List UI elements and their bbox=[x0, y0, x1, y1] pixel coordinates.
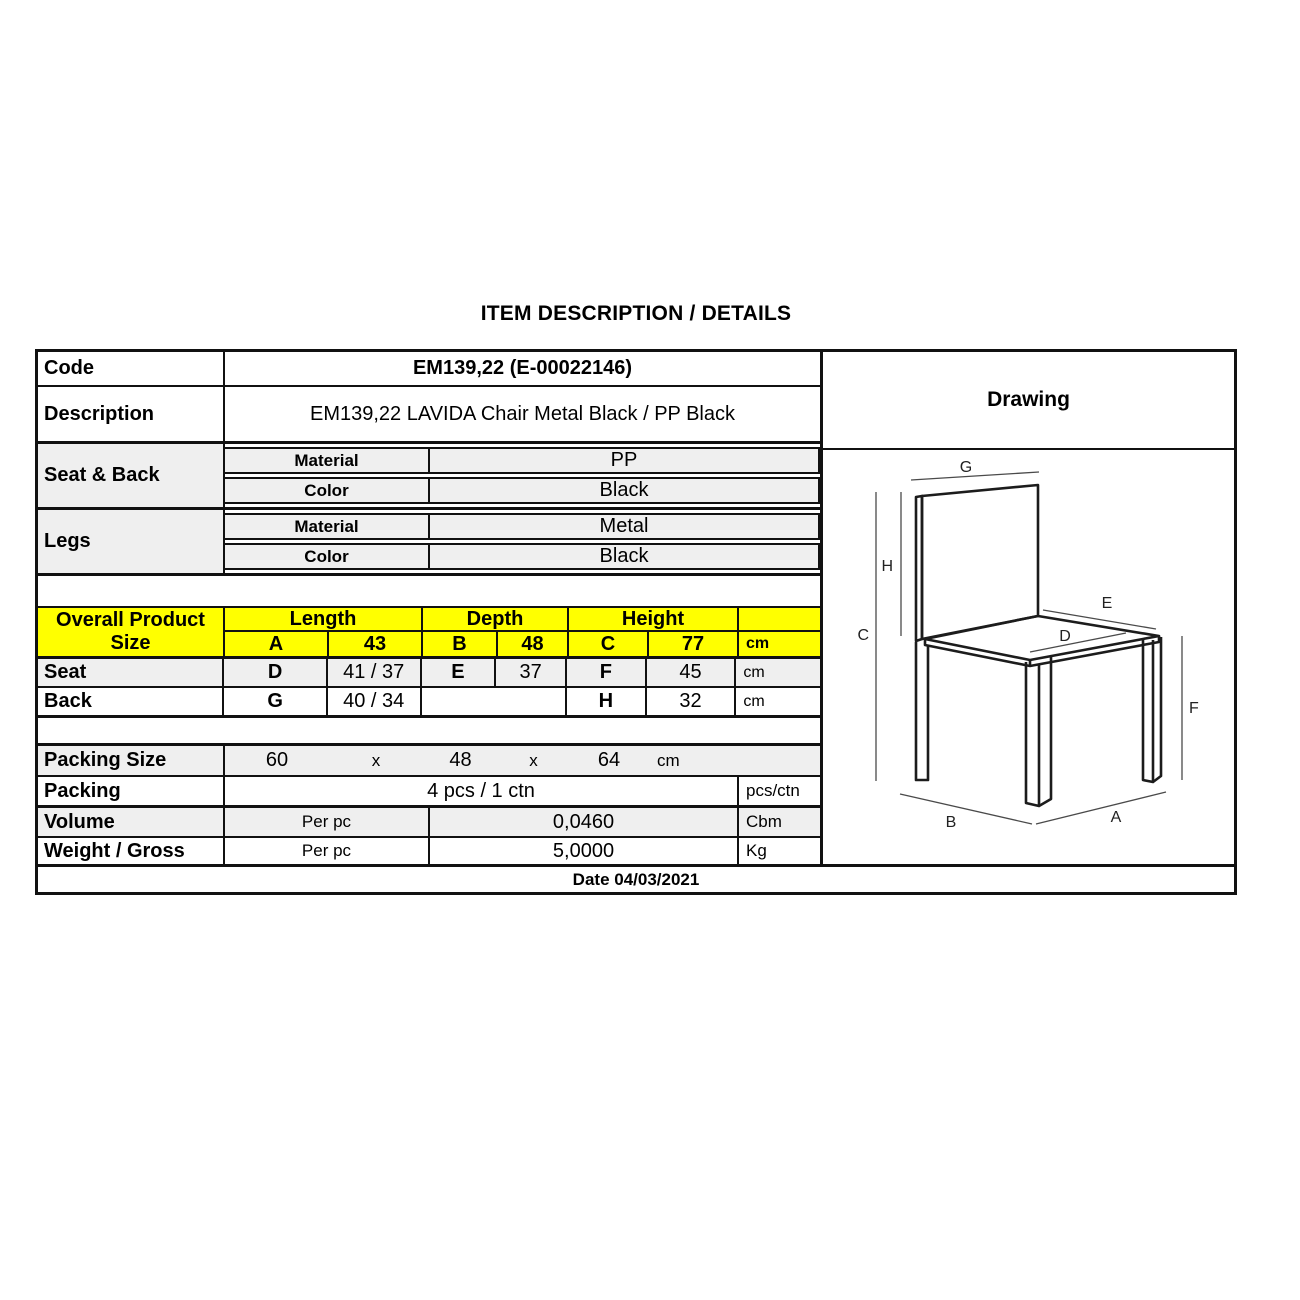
material-value: Metal bbox=[599, 515, 649, 537]
weight-unit: Kg bbox=[746, 841, 767, 860]
times-separator: x bbox=[371, 750, 381, 770]
legs-material-row bbox=[225, 513, 820, 540]
times-separator: x bbox=[529, 750, 538, 770]
size-header-row2 bbox=[225, 632, 820, 656]
weight-label: Weight / Gross bbox=[38, 838, 225, 864]
seat-back-color-row bbox=[225, 477, 820, 504]
unit-header-empty bbox=[739, 608, 820, 630]
overall-product-line2: Size bbox=[110, 632, 151, 654]
dim-d-letter: D bbox=[224, 659, 328, 686]
packing-size-label: Packing Size bbox=[38, 746, 225, 775]
back-row-label: Back bbox=[38, 688, 224, 715]
drawing-panel bbox=[823, 352, 1234, 864]
dim-c-value: 77 bbox=[649, 632, 739, 656]
seat-back-label: Seat & Back bbox=[38, 444, 225, 507]
dim-d-value: 41 / 37 bbox=[328, 659, 422, 686]
dim-label-e: E bbox=[1101, 595, 1113, 612]
dim-label-d: D bbox=[1059, 628, 1071, 645]
dim-a-value: 43 bbox=[329, 632, 423, 656]
seat-unit: cm bbox=[743, 663, 765, 681]
dim-a-letter: A bbox=[225, 632, 329, 656]
legs-label: Legs bbox=[38, 510, 225, 573]
dim-h-letter: H bbox=[567, 688, 647, 715]
depth-header: Depth bbox=[423, 608, 569, 630]
packing-label: Packing bbox=[38, 777, 225, 805]
packing-size-w: 60 bbox=[265, 749, 289, 771]
back-size-row bbox=[38, 688, 820, 718]
dim-label-a: A bbox=[1110, 809, 1122, 826]
volume-value: 0,0460 bbox=[430, 808, 739, 836]
dim-label-b: B bbox=[945, 814, 957, 831]
color-value: Black bbox=[599, 479, 649, 501]
dim-label-g: G bbox=[959, 459, 973, 476]
page-title: ITEM DESCRIPTION / DETAILS bbox=[480, 302, 792, 325]
dim-f-value: 45 bbox=[647, 659, 737, 686]
dim-label-c: C bbox=[857, 627, 869, 644]
packing-size-h: 64 bbox=[597, 749, 621, 771]
weight-per-pc: Per pc bbox=[225, 838, 430, 864]
material-label: Material bbox=[225, 515, 430, 538]
overall-product-line1: Overall Product bbox=[56, 609, 205, 631]
volume-per-pc: Per pc bbox=[225, 808, 430, 836]
size-header-row1 bbox=[225, 608, 820, 632]
packing-size-row bbox=[38, 746, 820, 777]
code-row bbox=[38, 352, 820, 387]
chair-drawing bbox=[823, 450, 1234, 864]
dim-label-h: H bbox=[881, 558, 893, 575]
drawing-title: Drawing bbox=[823, 352, 1234, 450]
dim-e-value: 37 bbox=[496, 659, 567, 686]
back-unit: cm bbox=[743, 692, 765, 710]
date-text: Date 04/03/2021 bbox=[572, 869, 700, 889]
volume-label: Volume bbox=[38, 808, 225, 836]
dim-h-value: 32 bbox=[647, 688, 737, 715]
color-value: Black bbox=[599, 545, 649, 567]
seat-row-label: Seat bbox=[38, 659, 224, 686]
volume-unit: Cbm bbox=[746, 812, 782, 831]
dim-e-letter: E bbox=[422, 659, 497, 686]
dim-f-letter: F bbox=[567, 659, 647, 686]
seat-size-row bbox=[38, 659, 820, 688]
dim-g-value: 40 / 34 bbox=[328, 688, 422, 715]
packing-size-values bbox=[225, 746, 820, 775]
weight-value: 5,0000 bbox=[430, 838, 739, 864]
description-row bbox=[38, 387, 820, 444]
weight-row bbox=[38, 838, 820, 864]
spec-table bbox=[35, 349, 1237, 895]
overall-product-size-label bbox=[38, 608, 225, 656]
color-label: Color bbox=[225, 545, 430, 568]
color-label: Color bbox=[225, 479, 430, 502]
packing-row bbox=[38, 777, 820, 808]
dim-b-value: 48 bbox=[498, 632, 569, 656]
packing-size-unit: cm bbox=[657, 750, 680, 770]
dim-label-f: F bbox=[1189, 700, 1199, 717]
packing-value: 4 pcs / 1 ctn bbox=[225, 777, 739, 805]
legs-section bbox=[38, 510, 820, 576]
spacer bbox=[38, 718, 820, 746]
material-value: PP bbox=[610, 449, 638, 471]
seat-back-material-row bbox=[225, 447, 820, 474]
dim-g-letter: G bbox=[224, 688, 328, 715]
height-header: Height bbox=[569, 608, 739, 630]
material-label: Material bbox=[225, 449, 430, 472]
size-header bbox=[38, 606, 820, 659]
details-table bbox=[38, 352, 823, 864]
back-row-empty bbox=[422, 688, 567, 715]
overall-unit: cm bbox=[739, 632, 820, 656]
legs-color-row bbox=[225, 543, 820, 570]
packing-size-d: 48 bbox=[449, 749, 472, 771]
dim-b-letter: B bbox=[423, 632, 498, 656]
spacer bbox=[38, 576, 820, 606]
description-label: Description bbox=[38, 387, 225, 441]
date-row bbox=[38, 864, 1234, 892]
code-value: EM139,22 (E-00022146) bbox=[412, 357, 633, 379]
volume-row bbox=[38, 808, 820, 838]
code-label: Code bbox=[38, 352, 225, 385]
length-header: Length bbox=[225, 608, 423, 630]
description-value: EM139,22 LAVIDA Chair Metal Black / PP Black bbox=[309, 402, 735, 425]
dim-c-letter: C bbox=[569, 632, 649, 656]
packing-unit: pcs/ctn bbox=[746, 781, 800, 800]
seat-back-section bbox=[38, 444, 820, 510]
chair-line-drawing bbox=[823, 450, 1234, 864]
